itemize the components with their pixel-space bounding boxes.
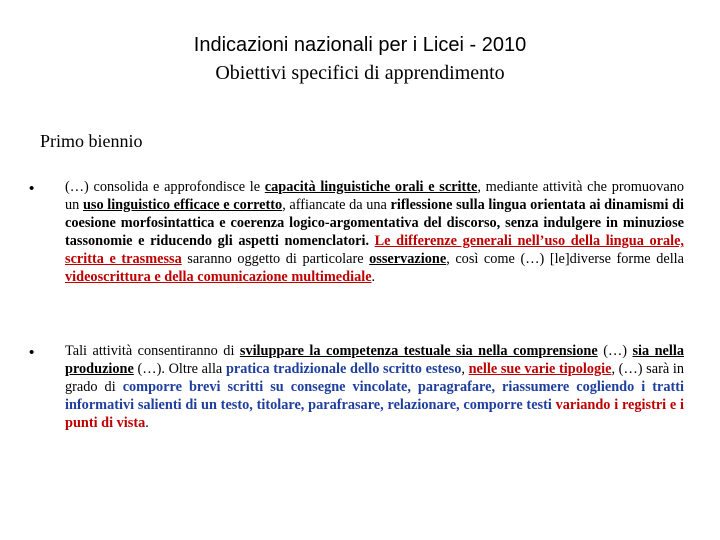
emphasis-osservazione: osservazione — [369, 251, 447, 267]
text-segment: saranno oggetto di particolare — [181, 251, 370, 267]
page-title: Indicazioni nazionali per i Licei - 2010 — [193, 34, 527, 56]
text-segment: , così come (…) [le]diverse forme della — [446, 251, 685, 267]
text-segment: (…) consolida e approfondisce le — [65, 179, 265, 195]
page-subtitle: Obiettivi specifici di apprendimento — [215, 62, 505, 84]
emphasis-produzione: sia nella produzione — [65, 343, 684, 377]
emphasis-differenze: Le differenze generali nell’uso della lingua orale, scritta e trasmessa — [65, 233, 684, 267]
emphasis-registri: variando i registri e i punti di vista — [65, 397, 685, 431]
emphasis-videoscrittura: videoscrittura e della comunicazione multimediale — [65, 269, 372, 285]
text-segment: (…) — [597, 343, 633, 359]
bullet-marker-2: • — [29, 344, 35, 361]
text-segment: (…). Oltre alla — [133, 361, 226, 377]
text-segment: , mediante attività che promuovano un — [65, 179, 684, 213]
text-segment: , affiancate da una — [282, 197, 391, 213]
bullet-marker-1: • — [29, 180, 35, 197]
emphasis-capacita: capacità linguistiche orali e scritte — [264, 179, 478, 195]
text-segment: Tali attività consentiranno di — [65, 343, 240, 359]
text-segment: , (…) sarà in grado di — [65, 361, 684, 395]
emphasis-comporre: comporre brevi scritti su consegne vincolate, paragrafare, riassumere cogliendo i tratti informativi salienti di un testo, titolare, parafrasare, relazionare, comporre testi — [65, 379, 684, 413]
text-segment: , — [461, 361, 469, 377]
emphasis-uso-linguistico: uso linguistico efficace e corretto — [82, 197, 283, 213]
text-segment: . — [145, 415, 149, 431]
text-segment: . — [371, 269, 376, 285]
bullet-paragraph-2 — [65, 342, 684, 432]
bullet-paragraph-1 — [65, 178, 684, 286]
emphasis-competenza-testuale: sviluppare la competenza testuale sia nella comprensione — [239, 343, 598, 359]
emphasis-pratica-tradizionale: pratica tradizionale dello scritto esteso — [225, 361, 462, 377]
emphasis-tipologie: nelle sue varie tipologie — [468, 361, 612, 377]
section-heading: Primo biennio — [40, 131, 143, 151]
emphasis-riflessione: riflessione sulla lingua orientata ai dinamismi di coesione morfosintattica e coerenza logico-argomentativa del discorso, senza indulgere in minuziose tassonomie e riducendo gli aspetti nomenclatori. — [65, 197, 684, 249]
